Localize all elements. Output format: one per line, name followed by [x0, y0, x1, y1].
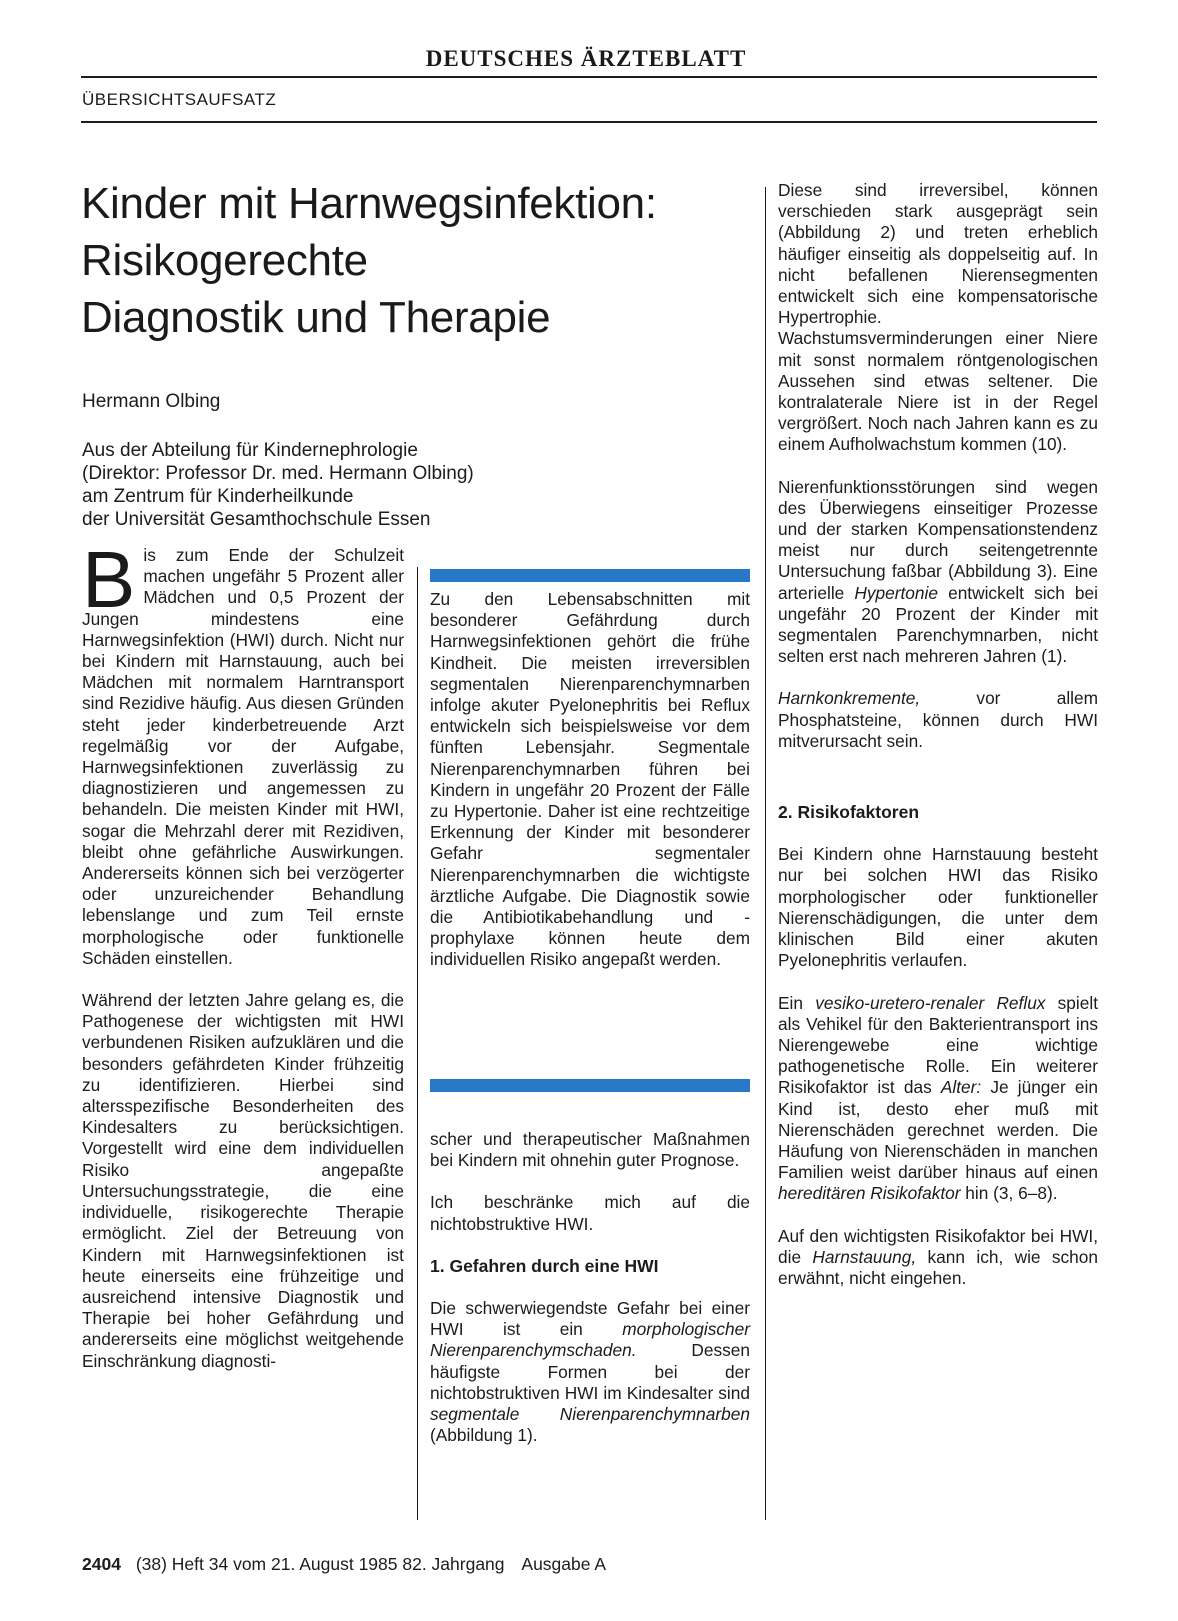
section-heading: 2. Risikofaktoren: [778, 802, 920, 823]
body-paragraph: Während der letzten Jahre gelang es, die Pathogenese der wichtigsten mit HWI verbundenen Risiken aufzuklären und die besonders gefährdeten Kinder frühzeitig zu identifizieren. Hierbei sind altersspezifische Besonderheiten des Kindesalters zu berücksichtigen. Vorgestellt wird eine dem individuellen Risiko angepaßte Untersuchungsstrategie, die eine individuelle, risikogerechte Therapie ermöglicht. Ziel der Betreuung von Kindern mit Harnwegsinfektionen ist heute einerseits eine frühzeitige und ausreichend intensive Diagnostik und Therapie bei hoher Gefährdung und andererseits eine möglichst weitgehende Einschränkung diagnosti-: [82, 990, 404, 1371]
text-run: kann ich, wie schon erwähnt, nicht eingehen.: [778, 1246, 1098, 1288]
text-run: Ein: [778, 992, 816, 1013]
body-paragraph: Diese sind irreversibel, können verschieden stark ausgeprägt sein (Abbildung 2) und treten erheblich häufiger einseitig als doppelseitig auf. In nicht befallenen Nierensegmenten entwickelt sich eine kompensatorische Hypertrophie. Wachstumsverminderungen einer Niere mit sonst normalem röntgenologischen Aussehen sind etwas seltener. Die kontralaterale Niere ist in der Regel vergrößert. Noch nach Jahren kann es zu einem Aufholwachstum kommen (10).: [778, 180, 1098, 455]
affiliation-line: am Zentrum für Kinderheilkunde: [82, 486, 354, 507]
journal-masthead: DEUTSCHES ÄRZTEBLATT: [425, 46, 747, 71]
title-line: Kinder mit Harnwegsinfektion:: [81, 179, 657, 228]
affiliation-line: (Direktor: Professor Dr. med. Hermann Olbing): [82, 463, 474, 484]
section-label: ÜBERSICHTSAUFSATZ: [82, 90, 277, 109]
title-line: Diagnostik und Therapie: [81, 293, 551, 342]
body-paragraph: [778, 688, 1098, 752]
section-heading: 1. Gefahren durch eine HWI: [430, 1255, 659, 1276]
body-paragraph: Ich beschränke mich auf die nichtobstruktive HWI.: [430, 1192, 750, 1234]
summary-bar-bottom: [430, 1079, 750, 1092]
edition-info: Ausgabe A: [521, 1554, 607, 1574]
drop-cap: B: [82, 535, 136, 624]
page-number: 2404: [82, 1554, 121, 1574]
intro-text: is zum Ende der Schulzeit machen ungefähr 5 Prozent aller Mädchen und 0,5 Prozent der Jungen mindestens eine Harnwegsinfektion (HWI) durch. Nicht nur bei Kindern mit Harnstauung, auch bei Mädchen mit normalem Harntransport sind Rezidive häufig. Aus diesen Gründen steht jeder kinderbetreuende Arzt regelmäßig vor der Aufgabe, Harnwegsinfektionen zuverlässig zu diagnostizieren und angemessen zu behandeln. Die meisten Kinder mit HWI, sogar die Mehrzahl derer mit Rezidiven, bleibt ohne gefährliche Auswirkungen. Andererseits können sich bei verzögerter oder unzureichender Behandlung lebenslange und zum Teil ernste morphologische oder funktionelle Schäden einstellen.: [82, 545, 404, 968]
text-run: Auf den wichtigsten Risikofaktor bei HWI, die: [778, 1225, 1098, 1267]
italic-term: morphologischer Nierenparenchymschaden.: [430, 1319, 750, 1361]
italic-term: Hypertonie: [854, 582, 938, 603]
article-title: [81, 175, 761, 346]
affiliation-line: Aus der Abteilung für Kindernephrologie: [82, 440, 418, 461]
italic-term: segmentale Nierenparenchymnarben: [430, 1404, 750, 1425]
text-run: Die schwerwiegendste Gefahr bei einer HWI ist ein: [430, 1298, 750, 1340]
header-rule-top: [81, 76, 1097, 78]
italic-term: Alter:: [940, 1077, 982, 1098]
italic-term: hereditären Risikofaktor: [778, 1183, 961, 1204]
text-run: Nierenfunktionsstörungen sind wegen des Überwiegens einseitiger Prozesse und der starken Kompensationstendenz meist nur durch seitengetrennte Untersuchung faßbar (Abbildung 3). Eine arterielle: [778, 476, 1098, 603]
column-divider: [765, 187, 766, 1520]
text-run: hin (3, 6–8).: [960, 1183, 1058, 1204]
issue-info: (38) Heft 34 vom 21. August 1985 82. Jahrgang: [135, 1554, 505, 1574]
italic-term: Harnkonkremente,: [778, 688, 921, 709]
body-column-2: [430, 1129, 750, 1446]
body-paragraph: scher und therapeutischer Maßnahmen bei Kindern mit ohnehin guter Prognose.: [430, 1129, 750, 1171]
intro-paragraph: [82, 535, 404, 969]
summary-box: [430, 589, 750, 971]
affiliation-line: der Universität Gesamthochschule Essen: [82, 509, 431, 530]
author-affiliation: [82, 439, 474, 531]
header-rule-bottom: [81, 121, 1097, 123]
title-line: Risikogerechte: [81, 236, 368, 285]
italic-term: vesiko-uretero-renaler Reflux: [815, 992, 1046, 1013]
author-name: Hermann Olbing: [82, 391, 221, 412]
column-divider: [417, 567, 418, 1520]
text-run: (Abbildung 1).: [430, 1425, 538, 1446]
body-column-3: [778, 180, 1098, 1289]
text-run: entwickelt sich bei ungefähr 20 Prozent der Kinder mit segmentalen Parenchymnarben, nicht selten erst nach mehreren Jahren (1).: [778, 582, 1098, 667]
body-paragraph: Bei Kindern ohne Harnstauung besteht nur bei solchen HWI das Risiko morphologischer oder funktioneller Nierenschädigungen, die unter dem klinischen Bild einer akuten Pyelonephritis verlaufen.: [778, 844, 1098, 971]
italic-term: Harnstauung,: [812, 1246, 917, 1267]
summary-bar-top: [430, 569, 750, 582]
body-column-1: [82, 535, 404, 1372]
text-run: vor allem Phosphatsteine, können durch HWI mitverursacht sein.: [778, 688, 1098, 751]
text-run: Dessen häufigste Formen bei der nichtobstruktiven HWI im Kindesalter sind: [430, 1340, 750, 1403]
body-paragraph: [778, 993, 1098, 1205]
body-paragraph: [778, 1226, 1098, 1290]
body-paragraph: [430, 1298, 750, 1446]
page-footer: [82, 1554, 606, 1575]
text-run: Je jünger ein Kind ist, desto eher muß mit Nierenschäden gerechnet werden. Die Häufung von Nierenschäden in manchen Familien weist darüber hinaus auf einen: [778, 1077, 1098, 1183]
text-run: spielt als Vehikel für den Bakterientransport ins Nierengewebe eine wichtige pathogenetische Rolle. Ein weiterer Risikofaktor ist das: [778, 992, 1099, 1098]
summary-text: Zu den Lebensabschnitten mit besonderer Gefährdung durch Harnwegsinfektionen gehört die frühe Kindheit. Die meisten irreversiblen segmentalen Nierenparenchymnarben infolge akuter Pyelonephritis bei Reflux entwickeln sich beispielsweise vor dem fünften Lebensjahr. Segmentale Nierenparenchymnarben führen bei Kindern in ungefähr 20 Prozent der Fälle zu Hypertonie. Daher ist eine rechtzeitige Erkennung der Kinder mit besonderer Gefahr segmentaler Nierenparenchymnarben die wichtigste ärztliche Aufgabe. Die Diagnostik sowie die Antibiotikabehandlung und -prophylaxe können heute dem individuellen Risiko angepaßt werden.: [430, 589, 750, 970]
body-paragraph: [778, 477, 1098, 668]
